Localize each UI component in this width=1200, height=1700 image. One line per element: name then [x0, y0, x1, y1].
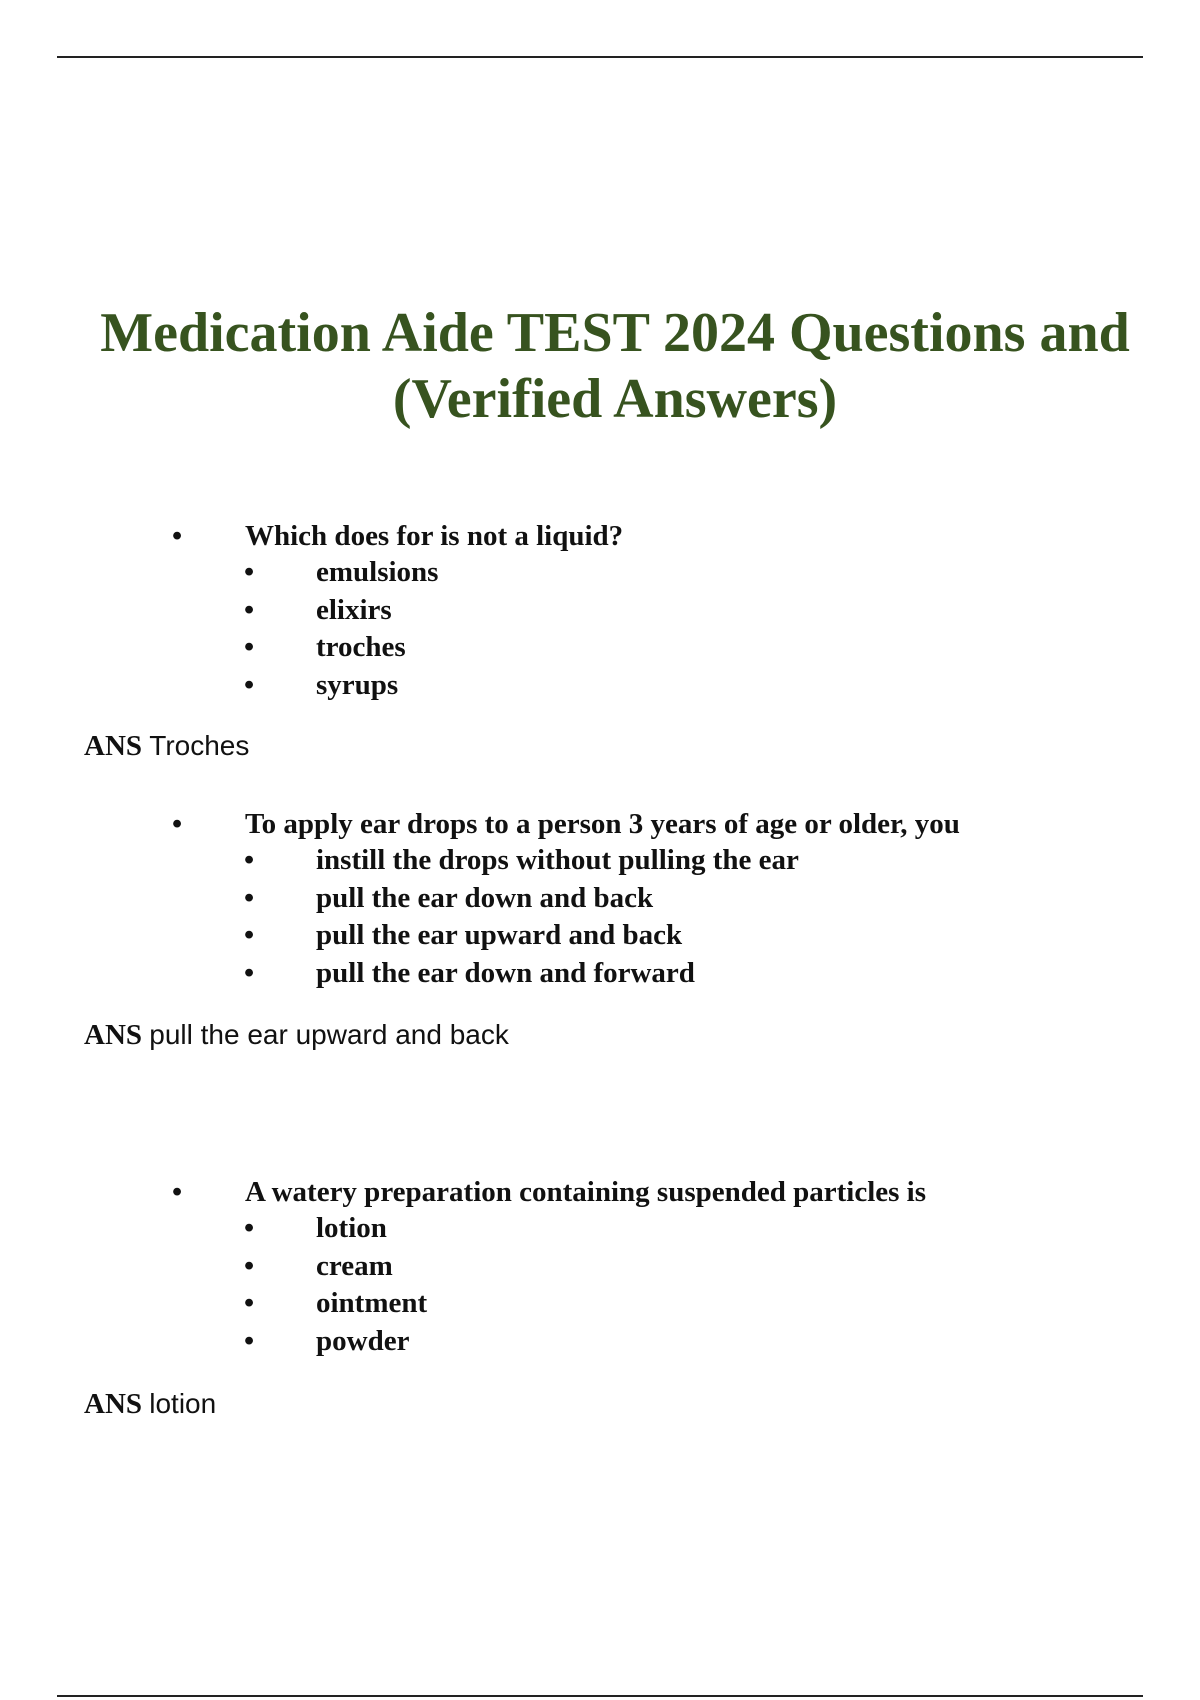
title-line-1: Medication Aide TEST 2024 Questions and	[100, 302, 1130, 364]
option-item	[0, 1285, 1200, 1323]
answer-line-3	[84, 1386, 216, 1422]
option-item	[0, 1210, 1200, 1248]
option-item	[0, 1323, 1200, 1361]
option-item	[0, 955, 1200, 993]
option-text: pull the ear down and forward	[316, 956, 695, 989]
question-block-2	[0, 806, 1200, 992]
option-text: powder	[316, 1324, 410, 1357]
option-item	[0, 554, 1200, 592]
question-text: To apply ear drops to a person 3 years of age or older, you	[245, 808, 960, 840]
option-text: cream	[316, 1249, 393, 1282]
option-item	[0, 917, 1200, 955]
answer-value: pull the ear upward and back	[149, 1019, 509, 1050]
answer-label: ANS	[84, 1388, 143, 1420]
bullet-icon: •	[244, 844, 255, 876]
bullet-icon: •	[244, 919, 255, 951]
answer-value: lotion	[149, 1388, 217, 1419]
option-text: syrups	[316, 668, 399, 701]
option-text: instill the drops without pulling the ear	[316, 844, 799, 876]
option-item	[0, 880, 1200, 918]
option-text: troches	[316, 631, 406, 663]
option-text: emulsions	[316, 556, 439, 588]
bullet-icon: •	[244, 593, 255, 626]
bullet-icon: •	[244, 1212, 255, 1244]
option-item	[0, 629, 1200, 667]
option-text: lotion	[316, 1212, 387, 1244]
option-item	[0, 842, 1200, 880]
bullet-icon: •	[244, 1324, 255, 1357]
question-block-1	[0, 518, 1200, 704]
footer-rule	[57, 1695, 1143, 1697]
bullet-icon: •	[244, 956, 255, 989]
bullet-icon: •	[244, 881, 255, 914]
title-line-2: (Verified Answers)	[392, 368, 838, 430]
option-item	[0, 667, 1200, 705]
answer-label: ANS	[84, 1019, 143, 1051]
answer-value: Troches	[149, 730, 250, 761]
header-rule	[57, 56, 1143, 58]
answer-label: ANS	[84, 730, 143, 762]
option-item	[0, 592, 1200, 630]
answer-line-1	[84, 728, 249, 764]
bullet-icon: •	[172, 1176, 183, 1208]
answer-line-2	[84, 1017, 509, 1053]
bullet-icon: •	[244, 1287, 255, 1319]
bullet-icon: •	[244, 631, 255, 663]
option-item	[0, 1248, 1200, 1286]
question-item	[0, 806, 1200, 842]
question-text: Which does for is not a liquid?	[245, 520, 624, 552]
option-text: pull the ear upward and back	[316, 919, 683, 951]
bullet-icon: •	[244, 1249, 255, 1282]
question-block-3	[0, 1174, 1200, 1360]
bullet-icon: •	[244, 668, 255, 701]
question-item	[0, 1174, 1200, 1210]
option-text: elixirs	[316, 593, 392, 626]
question-text: A watery preparation containing suspended particles is	[245, 1176, 927, 1208]
bullet-icon: •	[244, 556, 255, 588]
document-title	[60, 300, 1170, 432]
option-text: pull the ear down and back	[316, 881, 654, 914]
question-item	[0, 518, 1200, 554]
bullet-icon: •	[172, 520, 183, 552]
option-text: ointment	[316, 1287, 428, 1319]
bullet-icon: •	[172, 808, 183, 840]
